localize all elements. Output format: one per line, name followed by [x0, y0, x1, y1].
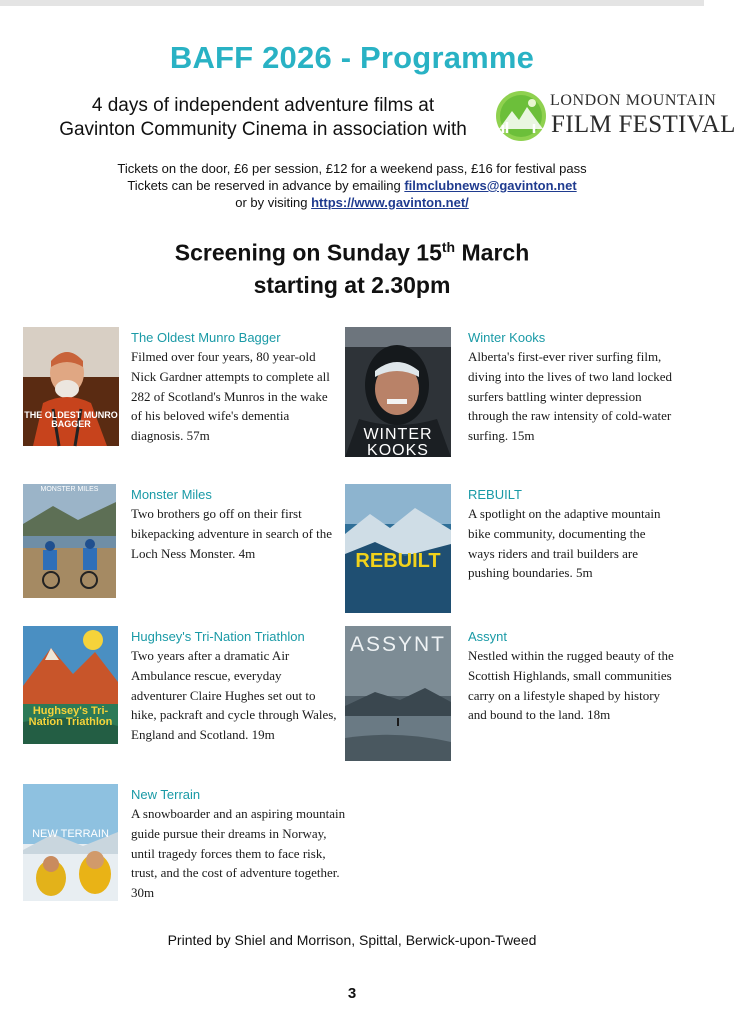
- film-poster: [345, 484, 451, 613]
- film-description: Two brothers go off on their first bikepacking adventure in search of the Loch Ness Monster. 4m: [131, 506, 333, 561]
- mountain-logo-icon: [494, 89, 548, 143]
- visit-text: or by visiting: [235, 195, 308, 210]
- film-title: The Oldest Munro Bagger: [131, 330, 281, 345]
- website-link[interactable]: https://www.gavinton.net/: [311, 195, 469, 210]
- film-description: Alberta's first-ever river surfing film, diving into the lives of two land locked surfers battling winter depression through the raw intensity of cold-water surfing. 15m: [468, 349, 672, 444]
- film-title: Monster Miles: [131, 487, 212, 502]
- screening-time: starting at 2.30pm: [253, 271, 451, 298]
- poster-caption: NEW TERRAIN: [32, 828, 109, 840]
- intro-text: [28, 94, 498, 142]
- page-number: 3: [347, 985, 357, 1002]
- email-link[interactable]: filmclubnews@gavinton.net: [404, 178, 577, 193]
- ticket-website-line: [0, 194, 704, 211]
- logo-line-1: LONDON MOUNTAIN: [550, 92, 717, 109]
- film-poster: [345, 327, 451, 457]
- london-mountain-film-festival-logo: [494, 87, 736, 147]
- screening-heading: [0, 231, 704, 301]
- top-strip: [0, 0, 704, 6]
- film-description: A snowboarder and an aspiring mountain guide pursue their dreams in Norway, until tragedy forces them to face risk, trust, and the cost of adventure together. 30m: [131, 806, 346, 901]
- film-description: A spotlight on the adaptive mountain bike community, documenting the ways riders and trail builders are pushing boundaries. 5m: [468, 506, 661, 581]
- intro-line-1: 4 days of independent adventure films at: [91, 95, 435, 116]
- film-poster: [23, 327, 119, 446]
- poster-caption: MONSTER MILES: [40, 486, 99, 493]
- film-description: Nestled within the rugged beauty of the Scottish Highlands, small communities carry on a lifestyle shaped by history and bound to the land. 18m: [468, 648, 674, 723]
- poster-caption: Hughsey's Tri-Nation Triathlon: [28, 705, 113, 728]
- poster-caption: ASSYNT: [349, 633, 447, 656]
- poster-caption: THE OLDEST MUNRO BAGGER: [24, 410, 118, 429]
- intro-line-2: Gavinton Community Cinema in association with: [59, 119, 467, 140]
- ticket-prices: Tickets on the door, £6 per session, £12 for a weekend pass, £16 for festival pass: [117, 161, 587, 176]
- film-title: Winter Kooks: [468, 330, 546, 345]
- film-poster: [345, 626, 451, 761]
- film-title: Assynt: [468, 629, 508, 644]
- printer-credit: Printed by Shiel and Morrison, Spittal, Berwick-upon-Tweed: [167, 932, 537, 948]
- film-poster: [23, 784, 118, 901]
- page-title: BAFF 2026 - Programme: [169, 40, 535, 75]
- reserve-text: Tickets can be reserved in advance by emailing: [127, 178, 401, 193]
- film-description: Two years after a dramatic Air Ambulance rescue, everyday adventurer Claire Hughes set out to hike, packraft and cycle through Wales, England and Scotland. 19m: [131, 648, 337, 743]
- ticket-reserve-line: [0, 177, 704, 194]
- ticket-info: [0, 160, 704, 211]
- screening-date: Screening on Sunday 15th March: [174, 239, 530, 266]
- poster-caption: REBUILT: [355, 550, 441, 572]
- film-title: New Terrain: [131, 787, 201, 802]
- film-title: REBUILT: [468, 487, 522, 502]
- film-title: Hughsey's Tri-Nation Triathlon: [131, 629, 305, 644]
- logo-line-2: FILM FESTIVAL: [551, 111, 736, 138]
- film-description: Filmed over four years, 80 year-old Nick Gardner attempts to complete all 282 of Scotland's Munros in the wake of his beloved wife's dementia diagnosis. 57m: [131, 349, 330, 444]
- poster-caption: WINTER KOOKS: [363, 426, 433, 459]
- film-poster: [23, 626, 118, 744]
- film-poster: [23, 484, 116, 598]
